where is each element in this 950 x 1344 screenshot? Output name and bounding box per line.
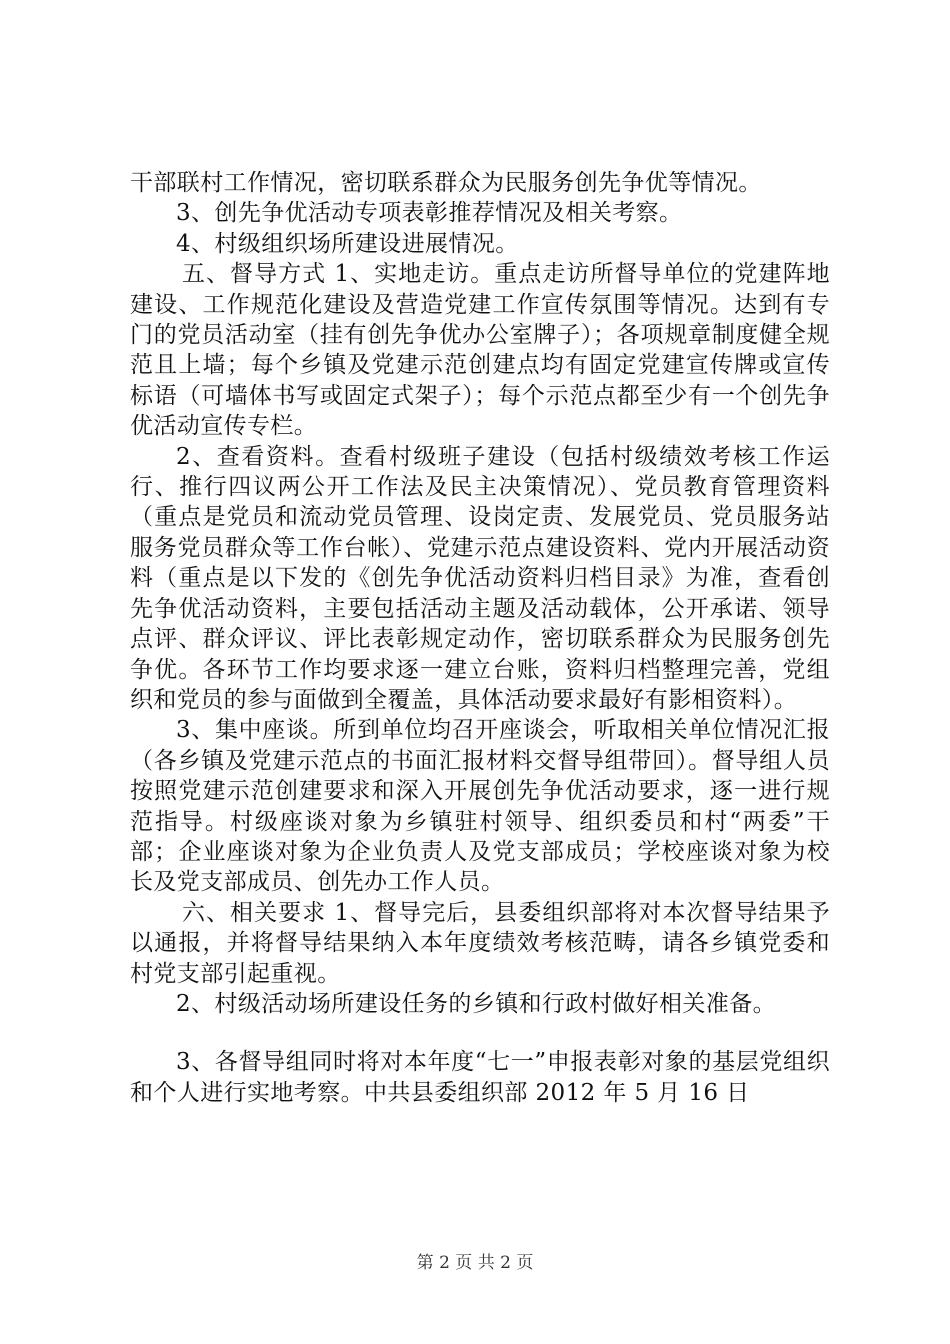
- paragraph-section-6-requirements: 六、相关要求 1、督导完后，县委组织部将对本次督导结果予以通报，并将督导结果纳入本年度绩效考核范畴，请各乡镇党委和村党支部引起重视。: [130, 899, 830, 987]
- paragraph-item-4-venue-construction: 4、村级组织场所建设进展情况。: [176, 230, 519, 257]
- paragraph-section-5-supervision-method: 五、督导方式 1、实地走访。重点走访所督导单位的党建阵地建设、工作规范化建设及营造党建工作宣传氛围等情况。达到有专门的党员活动室（挂有创先争优办公室牌子）；各项规章制度健全规范且上墙；每个乡镇及党建示范创建点均有固定党建宣传牌或宣传标语（可墙体书写或固定式架子）；每个示范点都至少有一个创先争优活动宣传专栏。: [130, 261, 830, 440]
- paragraph-spacer: [130, 1019, 830, 1047]
- paragraph-item-3-recommendation: 3、创先争优活动专项表彰推荐情况及相关考察。: [176, 200, 683, 227]
- paragraph-item-2-preparation: 2、村级活动场所建设任务的乡镇和行政村做好相关准备。: [176, 990, 777, 1017]
- page-number-footer: 第 2 页 共 2 页: [416, 1253, 534, 1273]
- paragraph-item-3-symposium: 3、集中座谈。所到单位均召开座谈会，听取相关单位情况汇报（各乡镇及党建示范点的书面汇报材料交督导组带回）。督导组人员按照党建示范创建要求和深入开展创先争优活动要求，逐一进行规范指导。村级座谈对象为乡镇驻村领导、组织委员和村“两委”干部；企业座谈对象为企业负责人及党支部成员；学校座谈对象为校长及党支部成员、创先办工作人员。: [130, 717, 830, 896]
- document-body: [130, 168, 830, 1108]
- paragraph-cadre-village-work: 干部联村工作情况，密切联系群众为民服务创先争优等情况。: [130, 170, 762, 196]
- paragraph-item-3-inspection-signature: 3、各督导组同时将对本年度“七一”申报表彰对象的基层党组织和个人进行实地考察。中共县委组织部 2012 年 5 月 16 日: [130, 1049, 830, 1106]
- paragraph-item-2-review-materials: 2、查看资料。查看村级班子建设（包括村级绩效考核工作运行、推行四议两公开工作法及民主决策情况）、党员教育管理资料（重点是党员和流动党员管理、设岗定责、发展党员、党员服务站服务党员群众等工作台帐）、党建示范点建设资料、党内开展活动资料（重点是以下发的《创先争优活动资料归档目录》为准，查看创先争优活动资料，主要包括活动主题及活动载体，公开承诺、领导点评、群众评议、评比表彰规定动作，密切联系群众为民服务创先争优。各环节工作均要求逐一建立台账，资料归档整理完善，党组织和党员的参与面做到全覆盖，具体活动要求最好有影相资料）。: [130, 443, 830, 713]
